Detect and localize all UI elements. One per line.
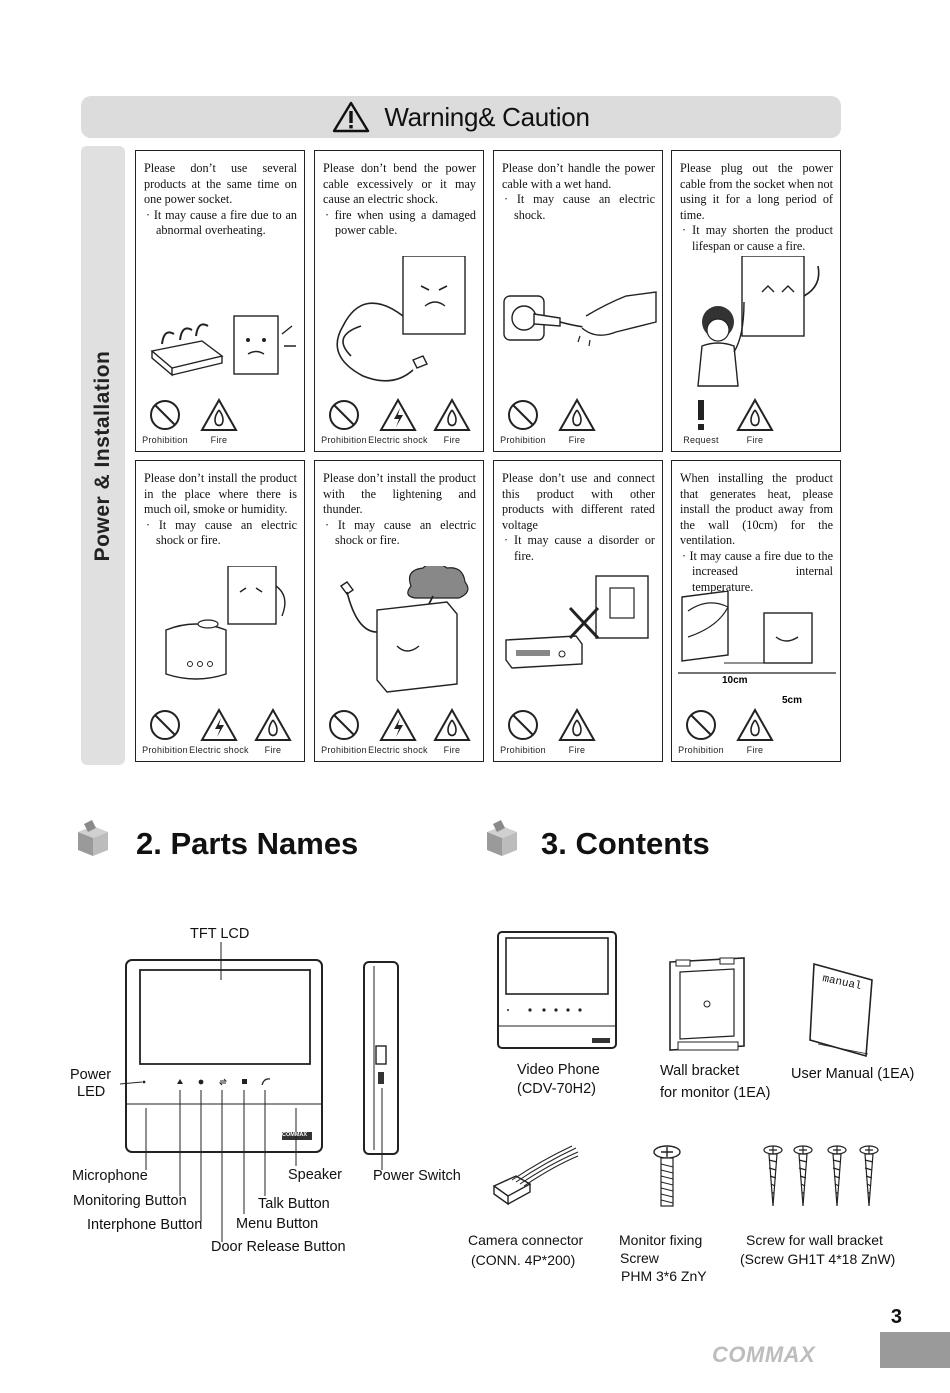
electric-shock-icon <box>379 398 417 432</box>
electric-shock-icon <box>200 708 238 742</box>
card-main-text: Please plug out the power cable from the socket when not using it for a long period of time. <box>680 161 833 222</box>
power-strip-illustration <box>142 256 300 391</box>
prohibition-icon-group: Prohibition <box>140 699 190 755</box>
electric-shock-icon-group: Electric shock <box>373 699 423 755</box>
warning-triangle-icon <box>332 101 370 133</box>
prohibition-icon-group: Prohibition <box>498 389 548 445</box>
prohibition-icon <box>684 708 718 742</box>
video-phone-image <box>496 930 620 1052</box>
monitoring-button-label: Monitoring Button <box>73 1193 187 1209</box>
fire-icon-group: Fire <box>730 699 780 755</box>
card-note-text: · It may cause an electric shock. <box>504 192 655 222</box>
request-icon <box>684 398 718 432</box>
prohibition-icon <box>327 398 361 432</box>
card-note-text: · It may cause a fire due to an abnormal overheating. <box>146 207 297 237</box>
humidity-illustration <box>142 566 300 701</box>
parts-names-title: 2. Parts Names <box>136 826 359 861</box>
warning-header-bar <box>81 96 841 138</box>
card-main-text: Please don’t use and connect this product with other products with different rated voltage <box>502 471 655 532</box>
device-brand-badge: COMMAX <box>282 1132 308 1138</box>
power-installation-sidebar <box>81 146 125 765</box>
card-note-text: · It may cause an electric shock or fire. <box>146 517 297 547</box>
electric-shock-icon <box>379 708 417 742</box>
request-icon-group: Request <box>676 389 726 445</box>
caution-card-2 <box>314 150 484 452</box>
card-main-text: When installing the product that generates heat, please install the product away from the wall (10cm) for the ventilation. <box>680 471 833 547</box>
fire-warning-icon <box>200 398 238 432</box>
user-manual-image <box>808 960 878 1058</box>
fire-warning-icon <box>254 708 292 742</box>
prohibition-icon <box>148 398 182 432</box>
card-note-text: · It may cause an electric shock or fire. <box>325 517 476 547</box>
ventilation-illustration <box>678 591 836 706</box>
electric-shock-icon-group: Electric shock <box>194 699 244 755</box>
prohibition-icon-group: Prohibition <box>319 389 369 445</box>
card-main-text: Please don’t install the product in the place where there is much oil, smoke or humidity. <box>144 471 297 516</box>
page-number: 3 <box>890 1306 902 1328</box>
caution-card-6 <box>314 460 484 762</box>
wall-bracket-image <box>666 954 748 1056</box>
fire-warning-icon <box>736 398 774 432</box>
prohibition-icon <box>327 708 361 742</box>
bracket-screws-image <box>762 1144 892 1208</box>
power-led-label-line2: LED <box>77 1084 106 1100</box>
warning-title-text: Warning& Caution <box>384 101 590 132</box>
package-box-icon <box>76 820 110 856</box>
camera-connector-label-line1: Camera connector <box>468 1232 584 1248</box>
card-note-text: · It may cause a fire due to the increased internal temperature. <box>682 548 833 594</box>
fire-icon-group: Fire <box>730 389 780 445</box>
wall-bracket-label-line2: for monitor (1EA) <box>660 1085 771 1101</box>
card-note-text: · It may shorten the product lifespan or cause a fire. <box>682 223 833 253</box>
package-box-icon <box>485 820 519 856</box>
prohibition-icon-group: Prohibition <box>676 699 726 755</box>
card-main-text: Please don’t handle the power cable with a wet hand. <box>502 161 655 191</box>
power-led-label-line1: Power <box>70 1067 112 1083</box>
power-installation-label: Power & Installation <box>91 350 114 561</box>
card-main-text: Please don’t bend the power cable excessively or it may cause an electric shock. <box>323 161 476 206</box>
fire-icon-group: Fire <box>194 389 244 445</box>
prohibition-icon-group: Prohibition <box>498 699 548 755</box>
door-release-button-label: Door Release Button <box>211 1239 346 1255</box>
warning-title <box>81 96 841 138</box>
fire-warning-icon <box>433 398 471 432</box>
bracket-screw-label-line2: (Screw GH1T 4*18 ZnW) <box>740 1251 896 1267</box>
camera-connector-image <box>490 1144 580 1208</box>
prohibition-icon <box>506 708 540 742</box>
fire-warning-icon <box>558 398 596 432</box>
dimension-10cm: 10cm <box>722 675 748 686</box>
interphone-button-label: Interphone Button <box>87 1217 203 1233</box>
fire-warning-icon <box>558 708 596 742</box>
monitor-screw-image <box>650 1144 684 1208</box>
commax-footer-logo: COMMAX <box>712 1342 816 1367</box>
card-main-text: Please don’t use several products at the same time on one power socket. <box>144 161 297 206</box>
video-phone-label-line2: (CDV-70H2) <box>517 1081 596 1097</box>
wall-bracket-label-line1: Wall bracket <box>660 1063 740 1079</box>
fire-icon-group: Fire <box>552 699 602 755</box>
caution-card-4 <box>671 150 841 452</box>
power-switch-label: Power Switch <box>373 1168 461 1184</box>
fire-icon-group: Fire <box>248 699 298 755</box>
contents-title: 3. Contents <box>541 826 710 861</box>
fire-icon-group: Fire <box>427 699 477 755</box>
different-voltage-illustration <box>500 566 658 701</box>
caution-card-7 <box>493 460 663 762</box>
card-note-text: · It may cause a disorder or fire. <box>504 533 655 563</box>
prohibition-icon <box>148 708 182 742</box>
wet-hand-plug-illustration <box>500 256 658 391</box>
prohibition-icon <box>506 398 540 432</box>
camera-connector-label-line2: (CONN. 4P*200) <box>471 1252 576 1268</box>
user-manual-label: User Manual (1EA) <box>791 1066 915 1082</box>
fire-icon-group: Fire <box>552 389 602 445</box>
bent-cable-illustration <box>321 256 479 391</box>
caution-card-3 <box>493 150 663 452</box>
fire-warning-icon <box>736 708 774 742</box>
footer-grey-bar <box>880 1332 950 1368</box>
prohibition-icon-group: Prohibition <box>140 389 190 445</box>
video-phone-label-line1: Video Phone <box>517 1062 600 1078</box>
menu-button-label: Menu Button <box>236 1216 319 1232</box>
card-note-text: · fire when using a damaged power cable. <box>325 207 476 237</box>
dimension-5cm: 5cm <box>782 695 803 706</box>
monitor-screw-label-line3: PHM 3*6 ZnY <box>621 1268 707 1284</box>
prohibition-icon-group: Prohibition <box>319 699 369 755</box>
electric-shock-icon-group: Electric shock <box>373 389 423 445</box>
caution-card-5 <box>135 460 305 762</box>
monitor-screw-label-line1: Monitor fixing <box>619 1232 703 1248</box>
unplug-illustration <box>678 256 836 391</box>
monitor-screw-label-line2: Screw <box>620 1250 659 1266</box>
talk-button-label: Talk Button <box>258 1196 330 1212</box>
manual-cover-text: manual <box>821 973 863 993</box>
thunder-illustration <box>321 566 479 701</box>
speaker-label: Speaker <box>288 1167 343 1183</box>
microphone-label: Microphone <box>72 1168 148 1184</box>
caution-card-1 <box>135 150 305 452</box>
fire-warning-icon <box>433 708 471 742</box>
fire-icon-group: Fire <box>427 389 477 445</box>
bracket-screw-label-line1: Screw for wall bracket <box>746 1232 883 1248</box>
tft-lcd-label: TFT LCD <box>190 926 250 942</box>
card-main-text: Please don’t install the product with the lightening and thunder. <box>323 471 476 516</box>
caution-card-8 <box>671 460 841 762</box>
